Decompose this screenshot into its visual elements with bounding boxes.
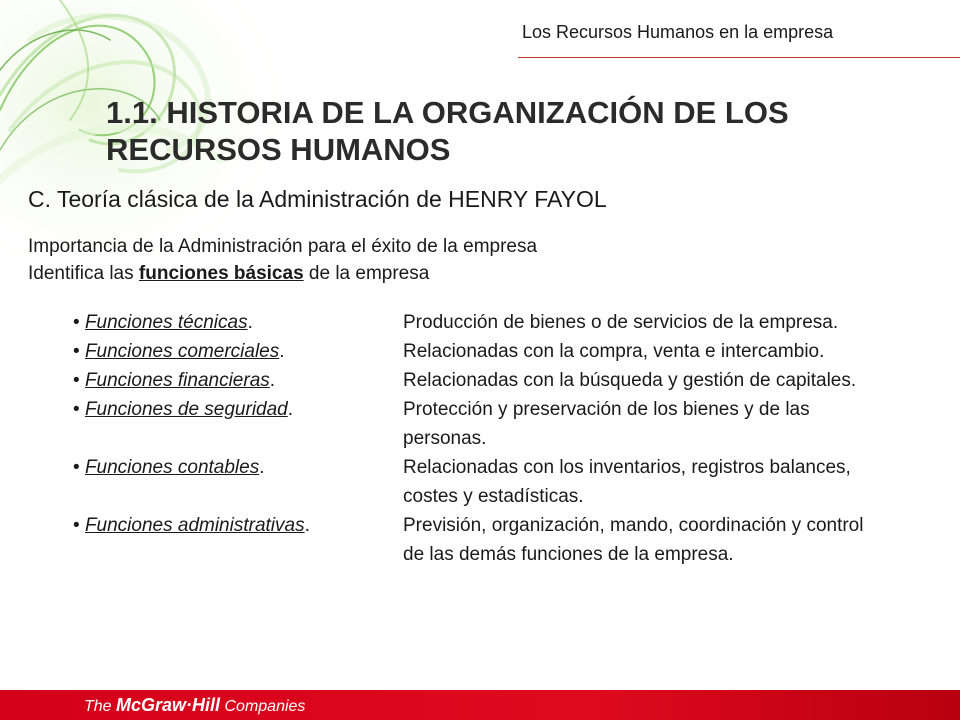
intro-line-1: Importancia de la Administración para el éxito de la empresa [28, 236, 538, 257]
list-item: • Funciones contables. Relacionadas con los inventarios, registros balances, costes y estadísticas. [73, 453, 893, 511]
function-name: Funciones comerciales [84, 341, 280, 362]
function-name: Funciones administrativas [84, 515, 305, 536]
function-description: Relacionadas con la compra, venta e intercambio. [403, 341, 825, 362]
intro-text [28, 233, 537, 287]
intro-line-2 [28, 260, 537, 287]
list-item: • Funciones comerciales. Relacionadas con la compra, venta e intercambio. [73, 337, 893, 366]
list-item: • Funciones administrativas. Previsión, organización, mando, coordinación y control de las demás funciones de la empresa. [73, 511, 893, 569]
list-item: • Funciones técnicas. Producción de bienes o de servicios de la empresa. [73, 308, 893, 337]
page-title-line-2: RECURSOS HUMANOS [106, 132, 451, 167]
function-description: Protección y preservación de los bienes y de las personas. [403, 399, 810, 449]
function-description: Producción de bienes o de servicios de la empresa. [403, 312, 839, 333]
function-name: Funciones contables [84, 457, 260, 478]
list-item: • Funciones de seguridad. Protección y preservación de los bienes y de las personas. [73, 395, 893, 453]
page-title-line-1: 1.1. HISTORIA DE LA ORGANIZACIÓN DE LOS [106, 95, 789, 130]
function-description: Relacionadas con la búsqueda y gestión de capitales. [403, 370, 857, 391]
footer-bar [0, 690, 960, 720]
section-subtitle: C. Teoría clásica de la Administración de HENRY FAYOL [28, 186, 607, 212]
publisher-logo: The McGraw·Hill Companies [84, 695, 306, 715]
header-section-title: Los Recursos Humanos en la empresa [522, 22, 834, 42]
page-title [106, 94, 926, 168]
functions-list [73, 308, 893, 569]
function-name: Funciones técnicas [84, 312, 248, 333]
header-divider [518, 57, 960, 58]
basic-functions-emphasis: funciones básicas [138, 263, 304, 284]
function-description: Relacionadas con los inventarios, registros balances, costes y estadísticas. [403, 457, 851, 507]
list-item: • Funciones financieras. Relacionadas con la búsqueda y gestión de capitales. [73, 366, 893, 395]
intro-line-2-start: Identifica las [28, 263, 139, 284]
intro-line-2-end: de la empresa [303, 263, 430, 284]
function-description: Previsión, organización, mando, coordinación y control de las demás funciones de la empresa. [403, 515, 864, 565]
function-name: Funciones de seguridad [84, 399, 288, 420]
function-name: Funciones financieras [84, 370, 270, 391]
